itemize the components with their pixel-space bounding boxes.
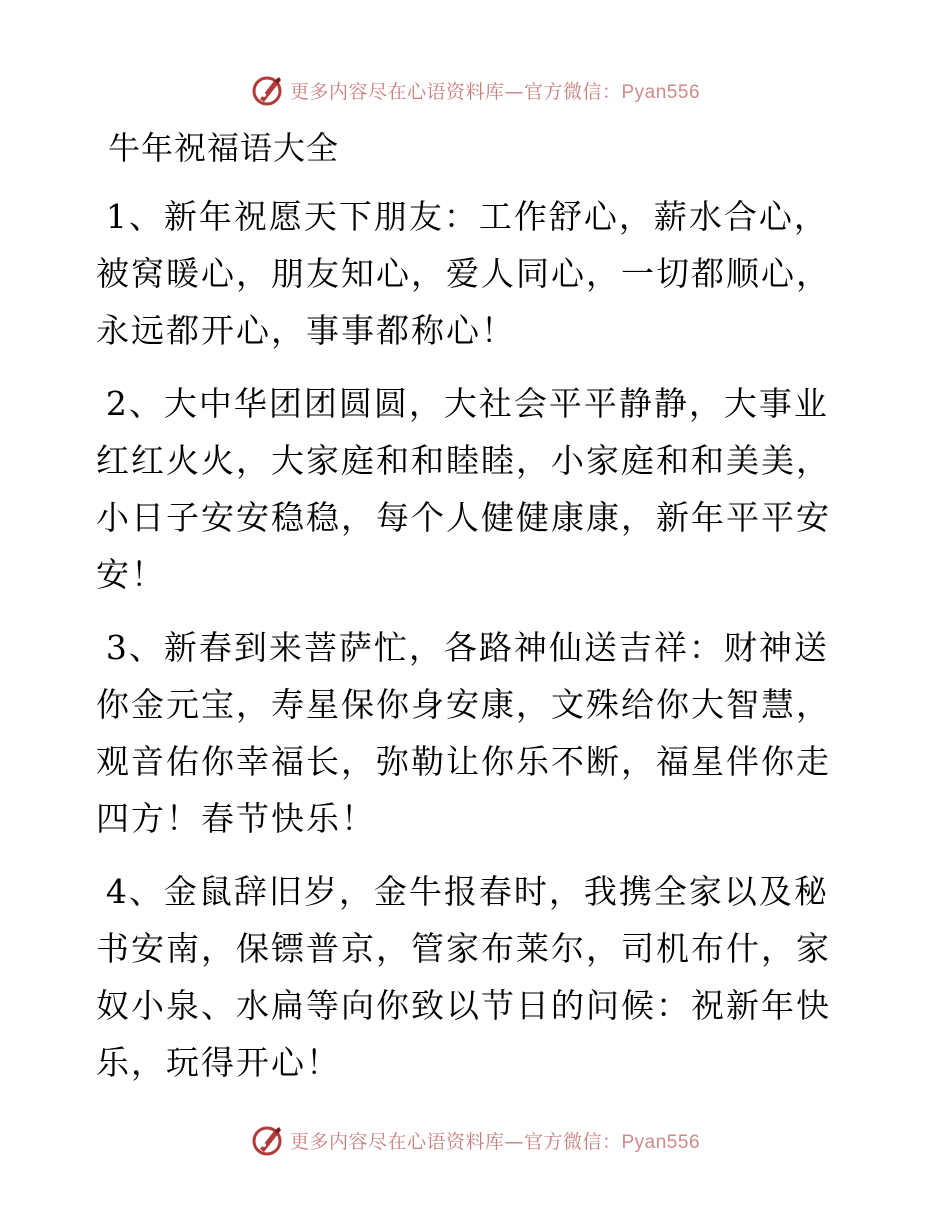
footer-banner [0, 1120, 950, 1160]
pen-logo-icon [250, 1123, 284, 1157]
document-body [96, 188, 856, 1107]
banner-text [290, 77, 700, 104]
paragraph-1: 1、新年祝愿天下朋友：工作舒心，薪水合心，被窝暖心，朋友知心，爱人同心，一切都顺心，永远都开心，事事都称心！ [96, 197, 831, 350]
pen-logo-icon [250, 73, 284, 107]
header-banner [0, 70, 950, 110]
paragraph-3: 3、新春到来菩萨忙，各路神仙送吉祥：财神送你金元宝，寿星保你身安康，文殊给你大智慧，观音佑你幸福长，弥勒让你乐不断，福星伴你走四方！春节快乐！ [96, 628, 831, 838]
banner-label: 更多内容尽在心语资料库—官方微信： [289, 1130, 622, 1153]
banner-handle: Pyan556 [621, 81, 701, 103]
banner-text [290, 1127, 700, 1154]
paragraph-2: 2、大中华团团圆圆，大社会平平静静，大事业红红火火，大家庭和和睦睦，小家庭和和美美，小日子安安稳稳，每个人健健康康，新年平平安安！ [96, 384, 831, 594]
banner-label: 更多内容尽在心语资料库—官方微信： [289, 80, 622, 103]
page-title: 牛年祝福语大全 [108, 129, 340, 167]
banner-handle: Pyan556 [621, 1131, 701, 1153]
footer-banner-content [250, 1123, 700, 1157]
header-banner-content [250, 73, 700, 107]
paragraph-4: 4、金鼠辞旧岁，金牛报春时，我携全家以及秘书安南，保镖普京，管家布莱尔，司机布什，家奴小泉、水扁等向你致以节日的问候：祝新年快乐，玩得开心！ [96, 872, 831, 1082]
